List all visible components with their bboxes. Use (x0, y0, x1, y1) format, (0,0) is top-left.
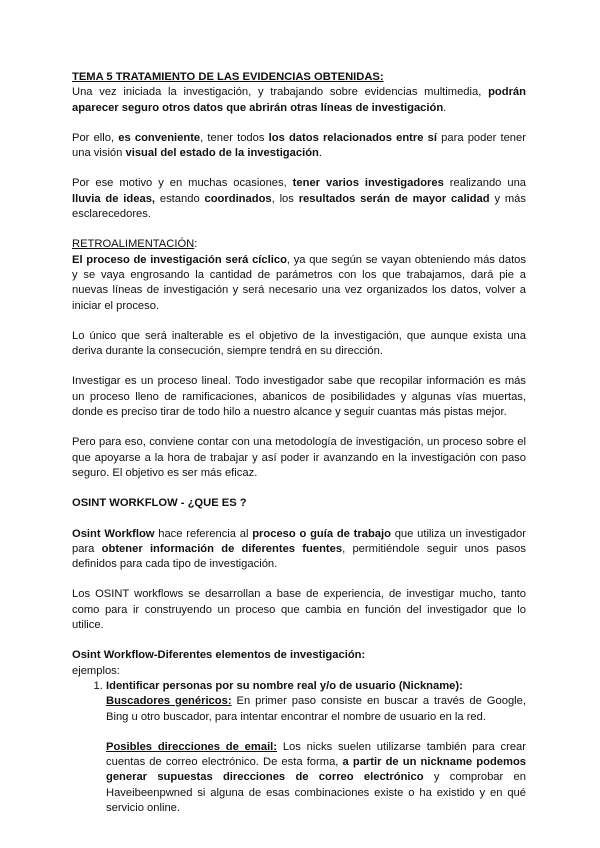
retro-paragraph-3: Investigar es un proceso lineal. Todo investigador sabe que recopilar información es más un proceso lleno de ramificaciones, abanicos de posibilidades y algunas vías muertas, donde es preciso tirar de todo hilo a nuestro alcance y seguir cuantas más pistas mejor. (72, 375, 526, 419)
retro-paragraph-1: El proceso de investigación será cíclico, ya que según se vayan obteniendo más datos y se vaya engrosando la cantidad de parámetros con los que trabajamos, dará pie a nuevas líneas de investigación y será necesario una vez organizados los datos, volver a iniciar el proceso. (72, 253, 526, 312)
list-item (106, 679, 526, 816)
tema-paragraph-2: Por ello, es conveniente, tener todos los datos relacionados entre sí para poder tener una visión visual del estado de la investigación. (72, 131, 526, 160)
item1-title: 1. Identificar personas por su nombre real y/o de usuario (Nickname): (106, 679, 463, 692)
osint-paragraph-1: Osint Workflow hace referencia al proceso o guía de trabajo que utiliza un investigador para obtener información de diferentes fuentes, permitiéndole seguir unos pasos definidos para cada tipo de investigación. (72, 527, 526, 571)
tema-paragraph-3: Por ese motivo y en muchas ocasiones, tener varios investigadores realizando una lluvia de ideas, estando coordinados, los resultados serán de mayor calidad y más esclarecedores. (72, 177, 527, 221)
tema-paragraph-1: Una vez iniciada la investigación, y trabajando sobre evidencias multimedia, podrán aparecer seguro otros datos que abrirán otras líneas de investigación. (72, 86, 526, 114)
examples-list (72, 679, 526, 816)
item1-subsection-1: Buscadores genéricos: En primer paso consiste en buscar a través de Google, Bing u otro buscador, para intentar encontrar el nombre de usuario en la red. (106, 695, 526, 723)
elements-heading: Osint Workflow-Diferentes elementos de investigación: (72, 649, 366, 662)
retro-paragraph-2: Lo único que será inalterable es el objetivo de la investigación, que aunque exista una deriva durante la consecución, siempre tendrá en su dirección. (72, 329, 526, 358)
item1-subsection-2: Posibles direcciones de email: Los nicks suelen utilizarse también para crear cuentas de correo electrónico. De esta forma, a partir de un nickname podemos generar supuestas direcciones de correo electrónico y comprobar en Haveibeenpwned si alguna de esas combinaciones existe o ha existido y en qué servicio online. (106, 740, 526, 814)
retro-heading: RETROALIMENTACIÓN: (72, 238, 198, 251)
tema-heading: TEMA 5 TRATAMIENTO DE LAS EVIDENCIAS OBTENIDAS: (72, 71, 384, 83)
osint-heading: OSINT WORKFLOW - ¿QUE ES ? (72, 497, 247, 510)
osint-paragraph-2: Los OSINT workflows se desarrollan a base de experiencia, de investigar mucho, tanto como para ir construyendo un proceso que cambia en función del investigador que lo utilice. (72, 588, 526, 632)
retro-paragraph-4: Pero para eso, conviene contar con una metodología de investigación, un proceso sobre el que apoyarse a la hora de trabajar y así poder ir avanzando en la investigación con paso seguro. El objetivo es ser más eficaz. (72, 436, 526, 479)
examples-label: ejemplos: (72, 664, 120, 677)
